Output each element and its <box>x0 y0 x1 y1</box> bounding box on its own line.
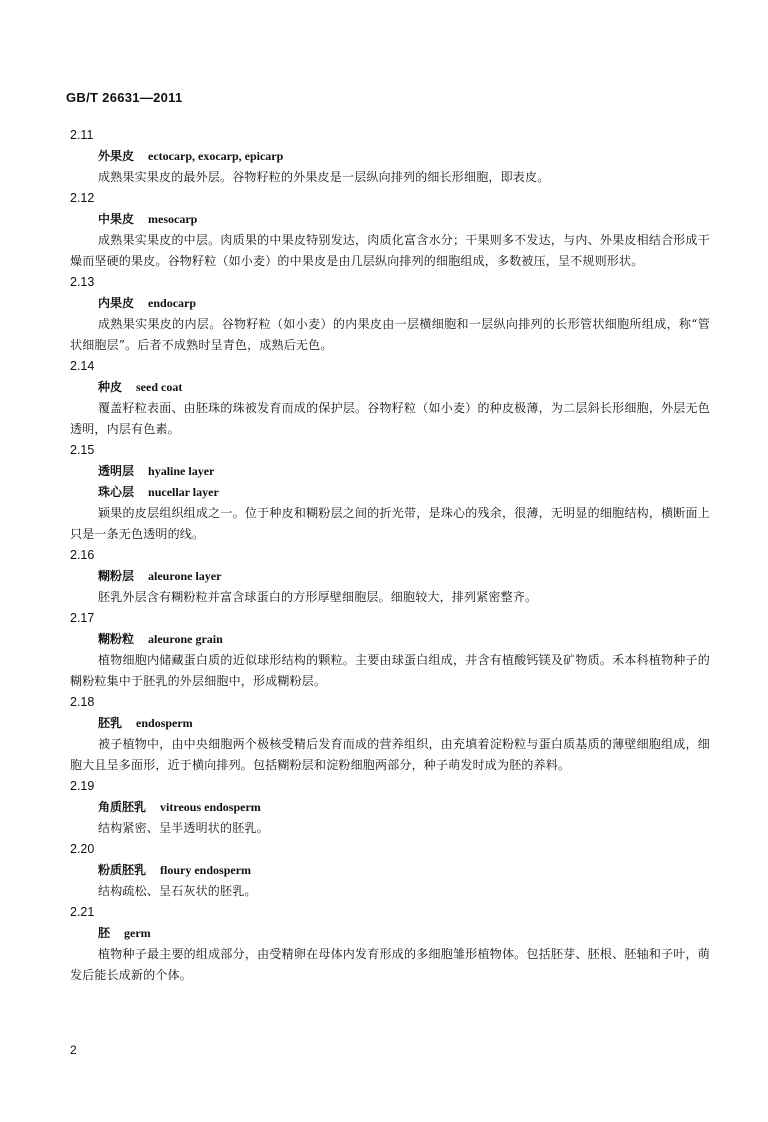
term-english: aleurone grain <box>148 632 223 646</box>
clause-number: 2.14 <box>70 359 95 373</box>
clause-number: 2.20 <box>70 842 95 856</box>
term-heading <box>70 923 710 944</box>
clause-number: 2.17 <box>70 611 95 625</box>
term-entry <box>70 692 710 776</box>
term-chinese: 外果皮 <box>98 149 135 163</box>
term-english: ectocarp, exocarp, epicarp <box>148 149 284 163</box>
term-definition: 结构疏松、呈石灰状的胚乳。 <box>98 884 257 898</box>
term-heading <box>70 566 710 587</box>
clause-number: 2.16 <box>70 548 95 562</box>
term-english: aleurone layer <box>148 569 222 583</box>
term-english: floury endosperm <box>160 863 252 877</box>
term-entry <box>70 776 710 839</box>
term-entry <box>70 356 710 440</box>
term-chinese: 种皮 <box>98 380 123 394</box>
term-definition: 植物细胞内储藏蛋白质的近似球形结构的颗粒。主要由球蛋白组成，并含有植酸钙镁及矿物质。禾本科植物种子的糊粉粒集中于胚乳的外层细胞中，形成糊粉层。 <box>70 653 710 688</box>
page-number: 2 <box>70 1043 77 1057</box>
term-heading <box>70 146 710 167</box>
clause-number: 2.11 <box>70 128 94 142</box>
clause-number: 2.18 <box>70 695 95 709</box>
term-chinese: 胚 <box>98 926 111 940</box>
term-chinese: 糊粉层 <box>98 569 135 583</box>
term-entry <box>70 125 710 188</box>
term-heading <box>70 860 710 881</box>
term-entry <box>70 188 710 272</box>
term-chinese: 珠心层 <box>98 485 135 499</box>
term-heading <box>70 209 710 230</box>
term-chinese: 糊粉粒 <box>98 632 135 646</box>
term-entries <box>70 125 710 986</box>
term-definition: 结构紧密、呈半透明状的胚乳。 <box>98 821 269 835</box>
term-english: mesocarp <box>148 212 198 226</box>
term-definition: 胚乳外层含有糊粉粒并富含球蛋白的方形厚壁细胞层。细胞较大，排列紧密整齐。 <box>98 590 538 604</box>
term-heading <box>70 713 710 734</box>
term-english: endocarp <box>148 296 197 310</box>
clause-number: 2.12 <box>70 191 95 205</box>
term-definition: 植物种子最主要的组成部分，由受精卵在母体内发育形成的多细胞雏形植物体。包括胚芽、胚根、胚轴和子叶，萌发后能长成新的个体。 <box>70 947 710 982</box>
term-definition: 覆盖籽粒表面、由胚珠的珠被发育而成的保护层。谷物籽粒（如小麦）的种皮极薄，为二层斜长形细胞，外层无色透明，内层有色素。 <box>70 401 710 436</box>
clause-number: 2.21 <box>70 905 95 919</box>
term-heading <box>70 482 710 503</box>
term-entry <box>70 839 710 902</box>
term-english: nucellar layer <box>148 485 219 499</box>
clause-number: 2.13 <box>70 275 95 289</box>
term-chinese: 透明层 <box>98 464 135 478</box>
term-heading <box>70 629 710 650</box>
term-definition: 被子植物中，由中央细胞两个极核受精后发育而成的营养组织，由充填着淀粉粒与蛋白质基质的薄壁细胞组成，细胞大且呈多面形，近于横向排列。包括糊粉层和淀粉细胞两部分，种子萌发时成为胚的养料。 <box>70 737 710 772</box>
term-english: hyaline layer <box>148 464 215 478</box>
term-entry <box>70 902 710 986</box>
term-entry <box>70 608 710 692</box>
term-heading <box>70 377 710 398</box>
term-chinese: 中果皮 <box>98 212 135 226</box>
term-chinese: 内果皮 <box>98 296 135 310</box>
term-definition: 成熟果实果皮的最外层。谷物籽粒的外果皮是一层纵向排列的细长形细胞，即表皮。 <box>98 170 550 184</box>
term-english: germ <box>124 926 151 940</box>
term-chinese: 胚乳 <box>98 716 123 730</box>
term-chinese: 粉质胚乳 <box>98 863 147 877</box>
term-heading <box>70 293 710 314</box>
clause-number: 2.19 <box>70 779 95 793</box>
standard-code: GB/T 26631—2011 <box>66 90 183 105</box>
term-definition: 颖果的皮层组织组成之一。位于种皮和糊粉层之间的折光带，是珠心的残余，很薄，无明显的细胞结构，横断面上只是一条无色透明的线。 <box>70 506 710 541</box>
term-heading <box>70 461 710 482</box>
term-heading <box>70 797 710 818</box>
clause-number: 2.15 <box>70 443 95 457</box>
term-entry <box>70 440 710 545</box>
term-english: seed coat <box>136 380 183 394</box>
term-chinese: 角质胚乳 <box>98 800 147 814</box>
term-definition: 成熟果实果皮的内层。谷物籽粒（如小麦）的内果皮由一层横细胞和一层纵向排列的长形管状细胞所组成，称“管状细胞层”。后者不成熟时呈青色，成熟后无色。 <box>70 317 710 352</box>
term-entry <box>70 545 710 608</box>
term-english: vitreous endosperm <box>160 800 261 814</box>
term-definition: 成熟果实果皮的中层。肉质果的中果皮特别发达，肉质化富含水分；干果则多不发达，与内、外果皮相结合形成干燥而坚硬的果皮。谷物籽粒（如小麦）的中果皮是由几层纵向排列的细胞组成，多数被压，呈不规则形状。 <box>70 233 710 268</box>
term-entry <box>70 272 710 356</box>
term-english: endosperm <box>136 716 193 730</box>
